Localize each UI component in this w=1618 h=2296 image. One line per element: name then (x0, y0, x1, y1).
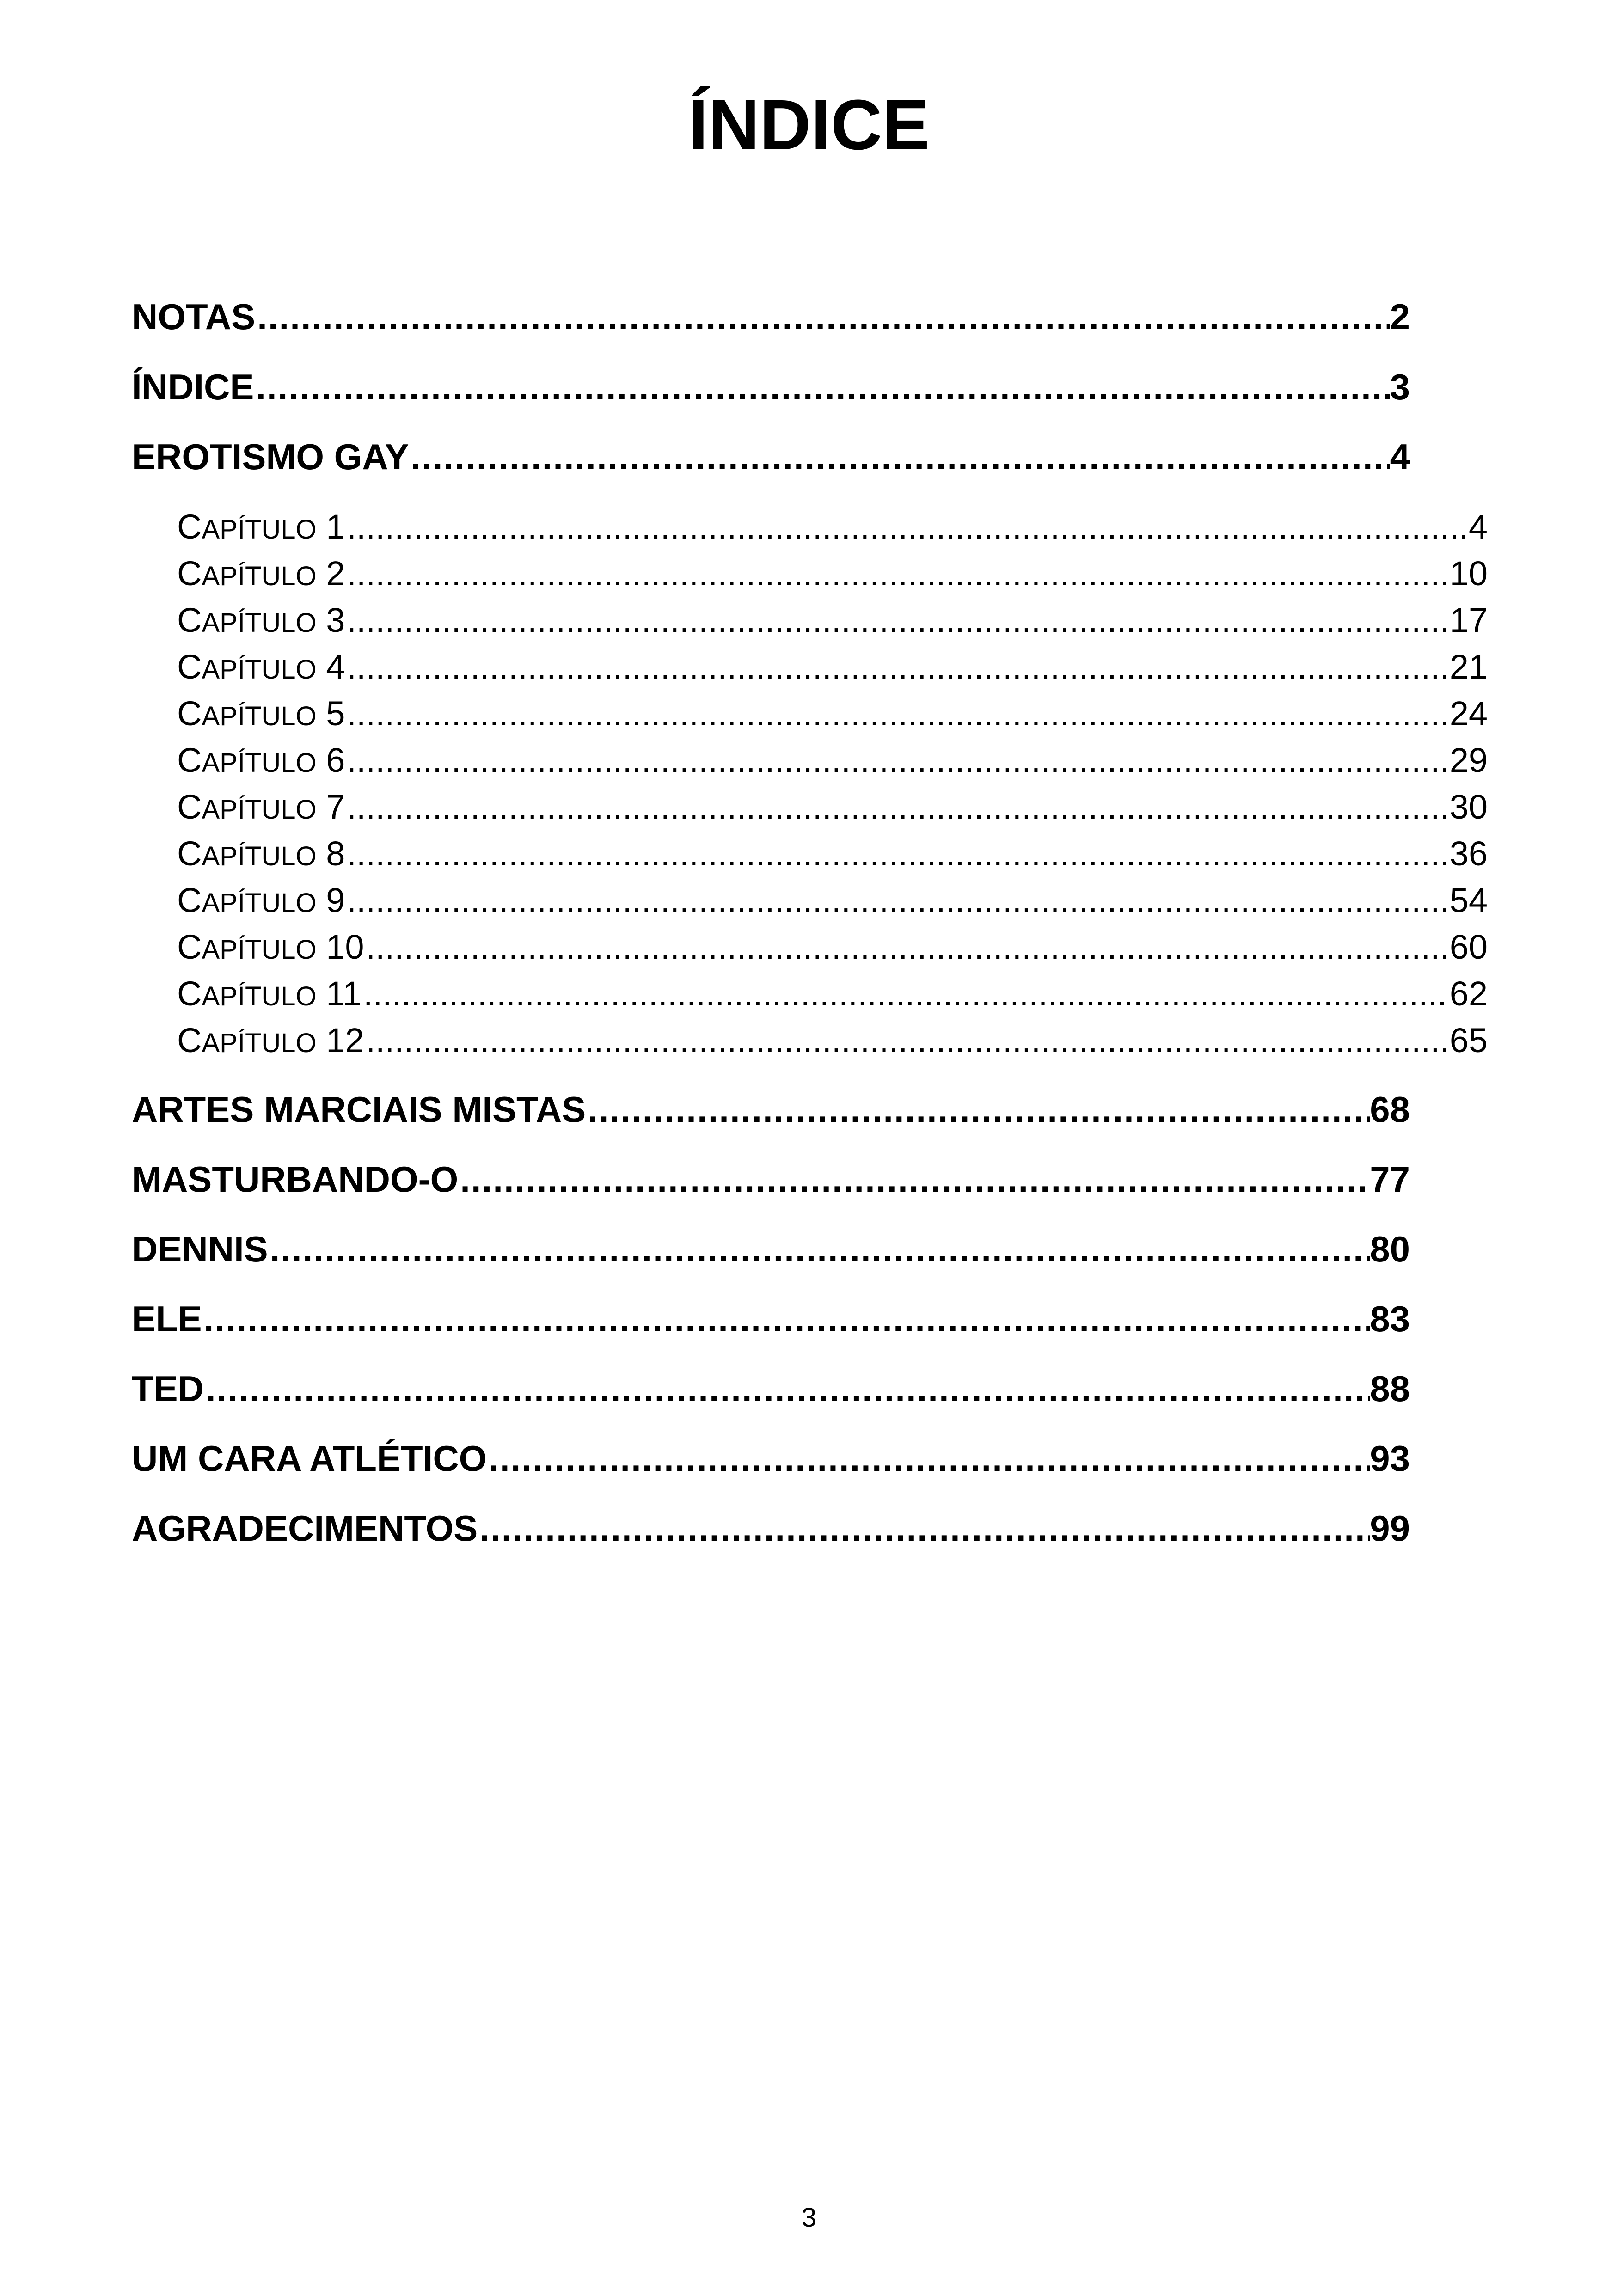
dot-leader (202, 1293, 1370, 1344)
toc-entry-label: ARTES MARCIAIS MISTAS (132, 1089, 586, 1130)
chapter-page: 36 (1449, 834, 1488, 873)
toc-chapter-10[interactable] (177, 924, 1488, 970)
toc-chapter-5[interactable] (177, 691, 1488, 737)
toc-entry-artes-marciais-mistas[interactable] (132, 1084, 1410, 1135)
chapter-page: 60 (1449, 928, 1488, 966)
toc-entry-label: TED (132, 1368, 204, 1409)
toc-entry-notas[interactable] (132, 291, 1410, 342)
toc-entry-indice[interactable] (132, 361, 1410, 412)
dot-leader (478, 1503, 1370, 1554)
toc-entry-page: 88 (1370, 1368, 1410, 1409)
dot-leader (345, 551, 1449, 597)
toc-chapter-8[interactable] (177, 831, 1488, 877)
toc-entry-page: 99 (1370, 1508, 1410, 1549)
toc-entry-ted[interactable] (132, 1363, 1410, 1414)
dot-leader (345, 597, 1449, 643)
toc-entry-label: NOTAS (132, 296, 256, 337)
chapter-label: CAPÍTULO 4 (177, 648, 345, 686)
dot-leader (268, 1224, 1370, 1274)
chapter-page: 30 (1449, 788, 1488, 826)
dot-leader (586, 1084, 1370, 1135)
chapter-label: CAPÍTULO 3 (177, 601, 345, 639)
dot-leader (345, 831, 1449, 877)
toc-entry-label: MASTURBANDO-O (132, 1159, 459, 1200)
chapter-label: CAPÍTULO 1 (177, 508, 345, 546)
toc-chapter-6[interactable] (177, 737, 1488, 784)
toc-entry-masturbando-o[interactable] (132, 1154, 1410, 1205)
toc-entry-page: 2 (1390, 296, 1410, 337)
toc-entry-erotismo-gay[interactable] (132, 431, 1410, 482)
toc-entry-page: 83 (1370, 1298, 1410, 1339)
chapter-label: CAPÍTULO 9 (177, 881, 345, 919)
toc-entry-page: 80 (1370, 1229, 1410, 1269)
chapter-page: 29 (1449, 741, 1488, 779)
chapter-label: CAPÍTULO 6 (177, 741, 345, 779)
chapter-label: CAPÍTULO 5 (177, 694, 345, 733)
dot-leader (345, 691, 1449, 737)
toc-chapter-11[interactable] (177, 971, 1488, 1017)
toc-entry-label: DENNIS (132, 1229, 268, 1269)
toc-entry-page: 77 (1370, 1159, 1410, 1200)
chapter-label: CAPÍTULO 11 (177, 974, 362, 1013)
toc-entry-page: 3 (1390, 367, 1410, 407)
dot-leader (458, 1154, 1370, 1205)
toc-chapter-4[interactable] (177, 644, 1488, 690)
chapter-page: 24 (1449, 694, 1488, 733)
toc-chapter-9[interactable] (177, 877, 1488, 924)
toc-entry-page: 93 (1370, 1438, 1410, 1479)
chapter-label: CAPÍTULO 7 (177, 788, 345, 826)
dot-leader (345, 644, 1449, 690)
dot-leader (362, 971, 1450, 1017)
toc-entry-label: EROTISMO GAY (132, 436, 409, 477)
toc-chapter-1[interactable] (177, 504, 1488, 550)
toc-chapter-7[interactable] (177, 784, 1488, 830)
dot-leader (255, 291, 1390, 342)
toc-entry-agradecimentos[interactable] (132, 1503, 1410, 1554)
toc-entry-um-cara-atletico[interactable] (132, 1433, 1410, 1484)
chapter-page: 62 (1449, 974, 1488, 1013)
chapter-page: 21 (1449, 648, 1488, 686)
dot-leader (254, 361, 1390, 412)
dot-leader (345, 504, 1469, 550)
chapter-label: CAPÍTULO 2 (177, 554, 345, 593)
toc-chapter-2[interactable] (177, 551, 1488, 597)
toc-entry-page: 68 (1370, 1089, 1410, 1130)
toc-entry-page: 4 (1390, 436, 1410, 477)
chapter-page: 17 (1449, 601, 1488, 639)
dot-leader (409, 431, 1390, 482)
toc-entry-label: ELE (132, 1298, 202, 1339)
toc-entry-label: ÍNDICE (132, 367, 254, 407)
chapter-label: CAPÍTULO 12 (177, 1021, 364, 1059)
page-number: 3 (801, 2203, 817, 2233)
dot-leader (345, 877, 1449, 924)
toc-entry-label: UM CARA ATLÉTICO (132, 1438, 487, 1479)
dot-leader (364, 1017, 1450, 1064)
chapter-label: CAPÍTULO 10 (177, 928, 364, 966)
dot-leader (487, 1433, 1370, 1484)
chapter-label: CAPÍTULO 8 (177, 834, 345, 873)
dot-leader (204, 1363, 1370, 1414)
page-title: ÍNDICE (688, 85, 930, 165)
chapter-page: 4 (1468, 508, 1488, 546)
chapter-page: 10 (1449, 554, 1488, 593)
toc-entry-dennis[interactable] (132, 1224, 1410, 1274)
chapter-page: 54 (1449, 881, 1488, 919)
chapter-page: 65 (1449, 1021, 1488, 1059)
dot-leader (345, 784, 1449, 830)
toc-entry-label: AGRADECIMENTOS (132, 1508, 478, 1549)
toc-entry-ele[interactable] (132, 1293, 1410, 1344)
dot-leader (364, 924, 1450, 970)
toc-chapter-12[interactable] (177, 1017, 1488, 1064)
dot-leader (345, 737, 1449, 784)
toc-chapter-3[interactable] (177, 597, 1488, 643)
